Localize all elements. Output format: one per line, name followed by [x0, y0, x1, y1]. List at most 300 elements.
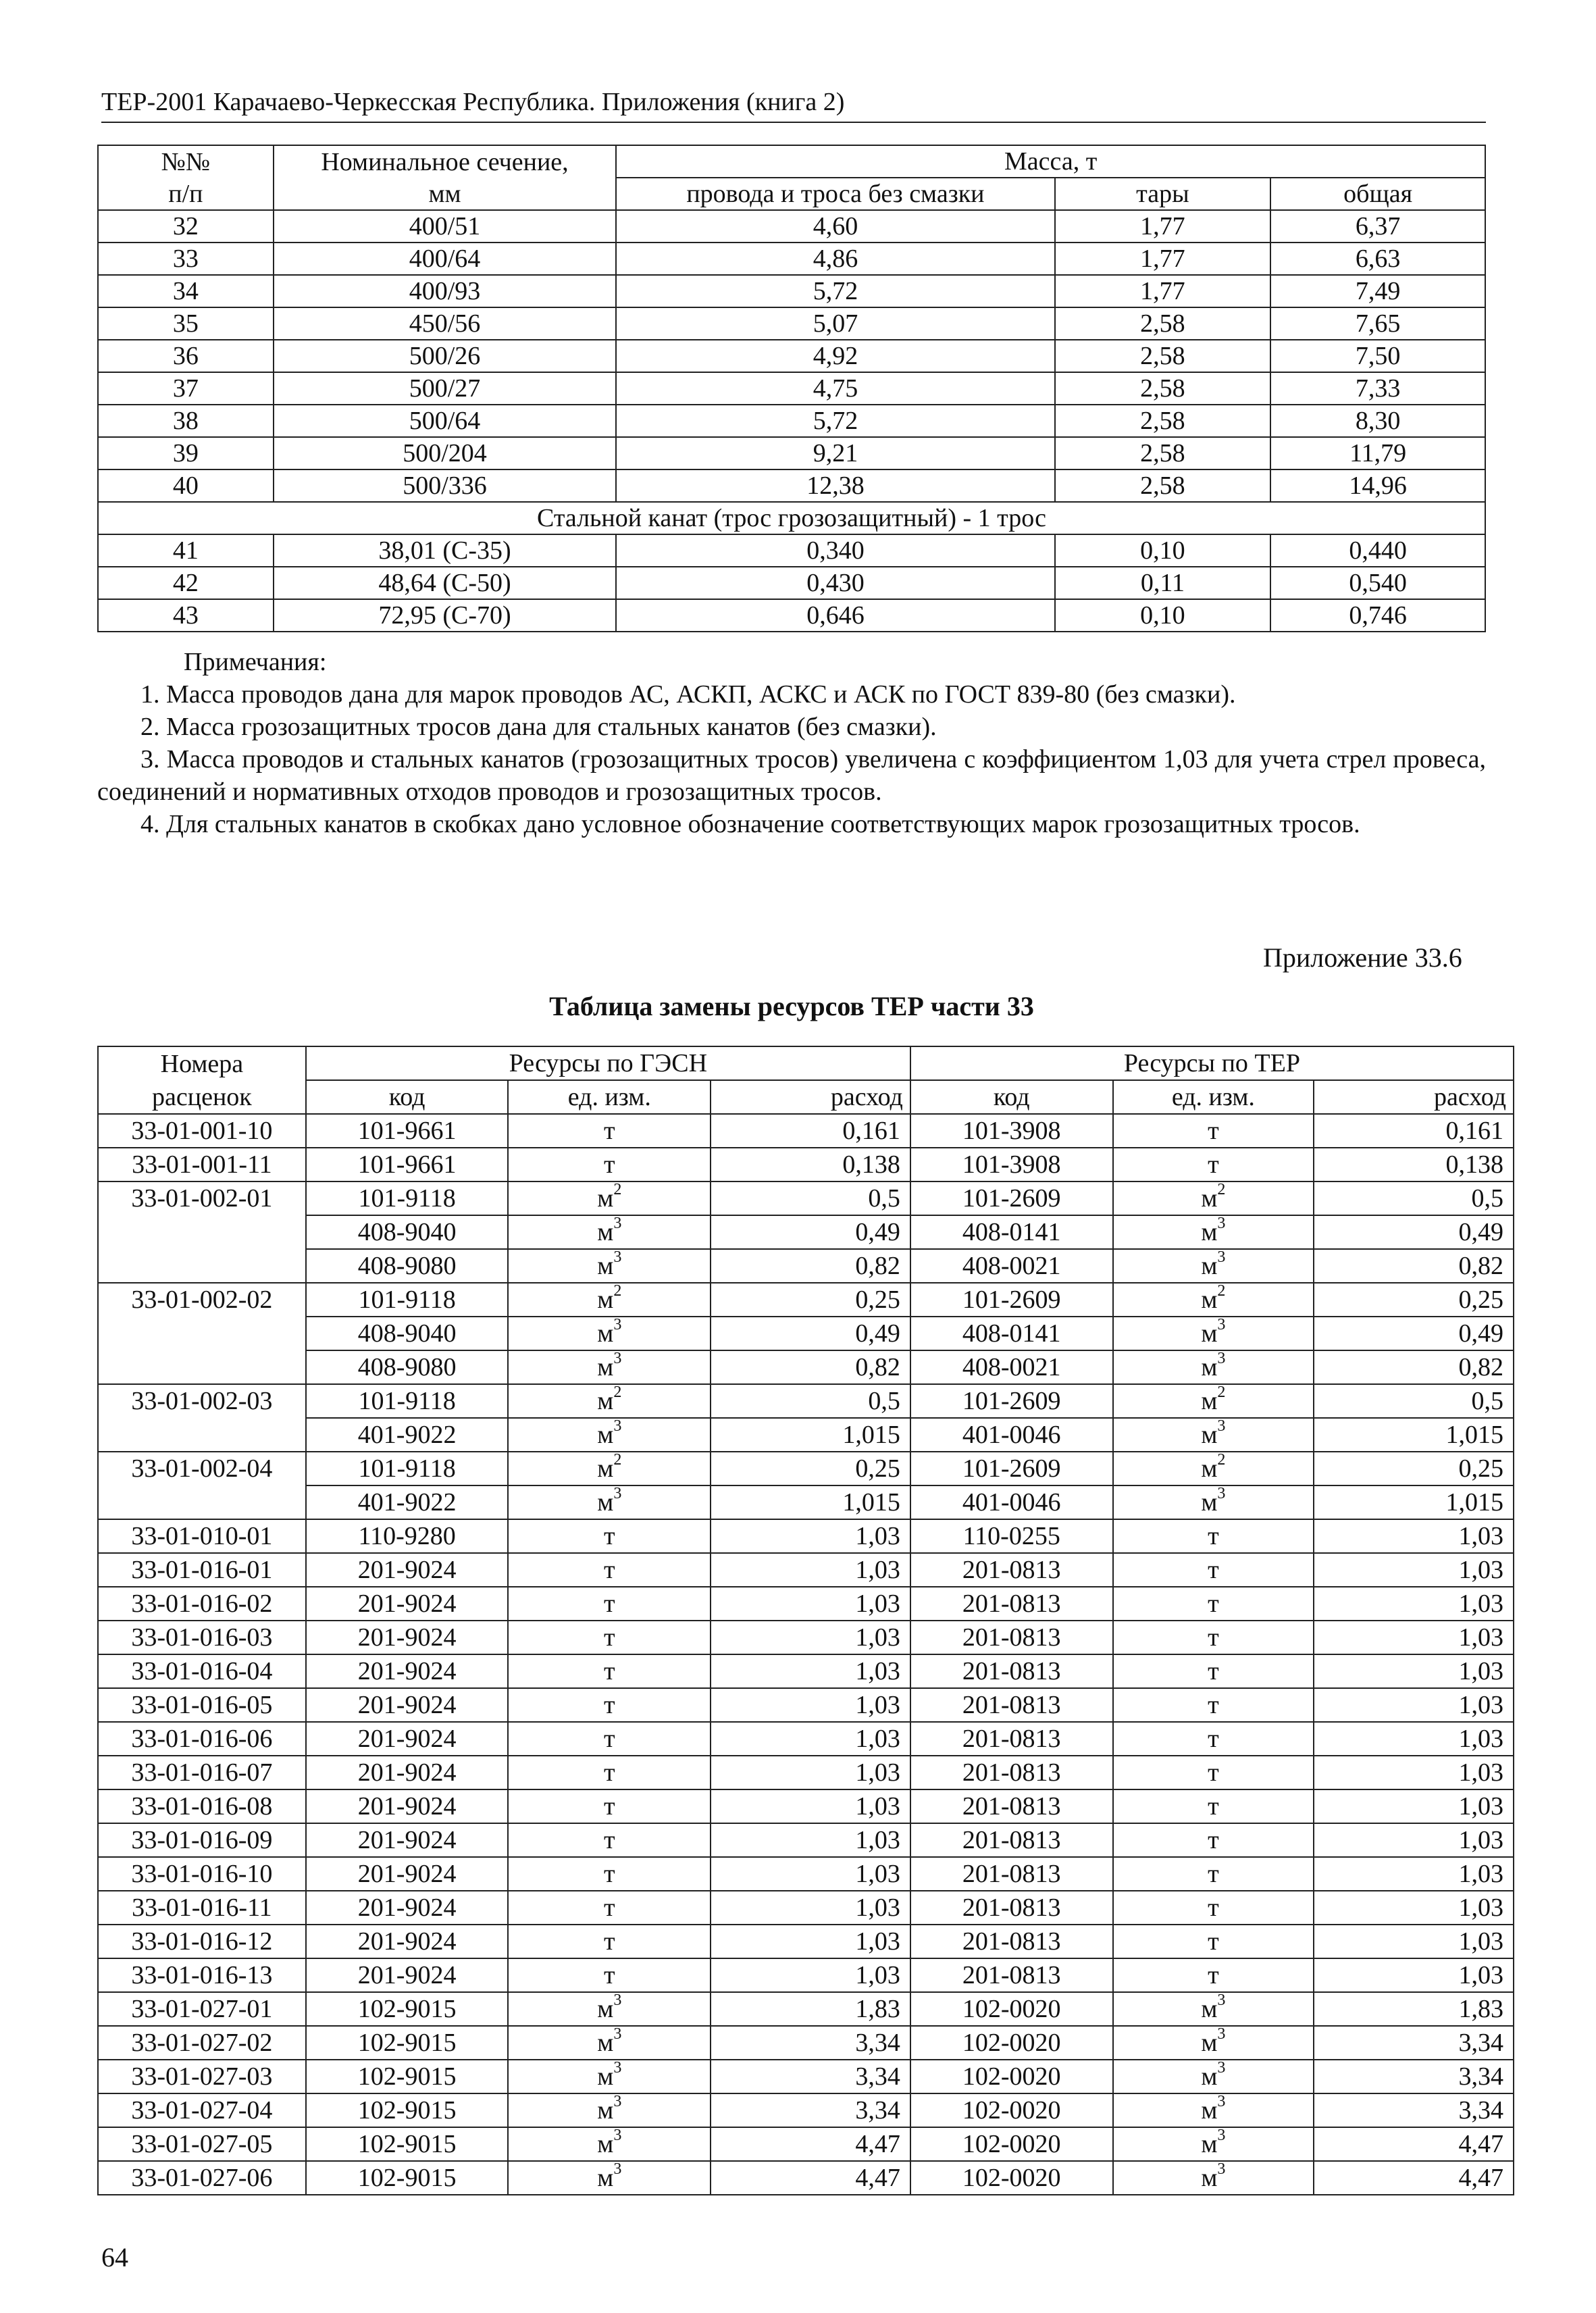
- gesn-code-cell-text: 101-9118: [358, 1184, 456, 1213]
- table-cell: 0,340: [616, 534, 1054, 567]
- rate-number-cell: 33-01-027-06: [98, 2161, 306, 2195]
- table-row: [98, 243, 1485, 275]
- ter-code-cell: [910, 1283, 1113, 1317]
- gesn-code-cell-text: 201-9024: [357, 1758, 457, 1787]
- unit-text: м: [1201, 2062, 1218, 2091]
- gesn-code-cell-text: 201-9024: [357, 1691, 457, 1719]
- header-ter-unit: ед. изм.: [1113, 1080, 1314, 1114]
- header-num: №№: [98, 145, 274, 178]
- table-cell: 4,60: [616, 210, 1054, 243]
- ter-code-cell: [910, 1317, 1113, 1350]
- ter-code-cell-text: 102-0020: [962, 1995, 1061, 2023]
- header-ter-code: код: [910, 1080, 1113, 1114]
- ter-code-cell: [910, 1452, 1113, 1485]
- table-cell: 6,37: [1270, 210, 1485, 243]
- table-cell: 7,65: [1270, 307, 1485, 340]
- gesn-amount-cell: [711, 1452, 910, 1485]
- ter-code-cell: [910, 1857, 1113, 1891]
- ter-amount-cell-text: 1,03: [1458, 1758, 1503, 1787]
- table-row: [98, 1215, 1514, 1249]
- unit-text: м: [1201, 1995, 1218, 2023]
- ter-code-cell-text: 101-2609: [962, 1454, 1061, 1483]
- ter-amount-cell-text: 3,34: [1458, 2062, 1503, 2091]
- table-cell: 8,30: [1270, 405, 1485, 437]
- ter-code-cell: [910, 2026, 1113, 2060]
- ter-code-cell-text: 102-0020: [962, 2096, 1061, 2125]
- rate-number-cell: 33-01-016-11: [98, 1891, 306, 1925]
- gesn-unit-cell: [508, 2060, 711, 2093]
- ter-code-cell-text: 201-0813: [962, 1657, 1061, 1685]
- rate-number-cell: 33-01-002-03: [98, 1384, 306, 1452]
- rate-number-cell: 33-01-016-09: [98, 1823, 306, 1857]
- unit-exponent: 3: [613, 1215, 622, 1233]
- gesn-code-cell-text: 201-9024: [357, 1961, 457, 1989]
- unit-text: м: [1201, 2029, 1218, 2057]
- unit-text: м: [597, 1286, 614, 1314]
- gesn-amount-cell: [711, 1857, 910, 1891]
- ter-amount-cell-text: 1,015: [1445, 1488, 1503, 1517]
- unit-text: т: [1208, 1961, 1219, 1989]
- rate-number-cell: 33-01-016-03: [98, 1621, 306, 1654]
- ter-amount-cell-text: 1,03: [1458, 1556, 1503, 1584]
- gesn-unit-cell: [508, 1722, 711, 1756]
- table-row: [98, 469, 1485, 502]
- unit-text: м: [597, 2062, 614, 2091]
- gesn-unit-cell: [508, 1823, 711, 1857]
- ter-unit-cell: [1113, 1215, 1314, 1249]
- table-cell: 500/27: [274, 372, 617, 405]
- header-num-sub: п/п: [98, 178, 274, 210]
- table-cell: 500/336: [274, 469, 617, 502]
- unit-exponent: 3: [1217, 2025, 1226, 2043]
- unit-text: м: [1201, 2096, 1218, 2125]
- unit-text: м: [1201, 1184, 1218, 1213]
- table-row: [98, 2026, 1514, 2060]
- gesn-amount-cell-text: 0,161: [842, 1117, 900, 1145]
- table-cell: 0,11: [1055, 567, 1271, 599]
- unit-exponent: 2: [613, 1181, 622, 1199]
- gesn-code-cell-text: 102-9015: [357, 2062, 457, 2091]
- ter-code-cell-text: 401-0046: [962, 1488, 1061, 1517]
- ter-unit-cell: [1113, 2127, 1314, 2161]
- ter-amount-cell-text: 1,03: [1458, 1522, 1503, 1550]
- ter-code-cell-text: 201-0813: [962, 1725, 1061, 1753]
- ter-amount-cell-text: 0,161: [1445, 1117, 1503, 1145]
- ter-code-cell: [910, 1485, 1113, 1519]
- rate-number-cell: 33-01-016-04: [98, 1654, 306, 1688]
- gesn-unit-cell: [508, 2127, 711, 2161]
- ter-unit-cell: [1113, 1654, 1314, 1688]
- ter-code-cell-text: 201-0813: [962, 1623, 1061, 1652]
- header-rates: Номера: [98, 1046, 306, 1080]
- ter-amount-cell: [1314, 1249, 1514, 1283]
- ter-code-cell-text: 408-0021: [962, 1353, 1061, 1381]
- notes-heading: Примечания:: [184, 648, 327, 676]
- table-cell: 41: [98, 534, 274, 567]
- ter-code-cell: [910, 1350, 1113, 1384]
- ter-amount-cell-text: 1,03: [1458, 1590, 1503, 1618]
- ter-code-cell: [910, 1654, 1113, 1688]
- gesn-code-cell: [306, 1384, 509, 1418]
- table-cell: 5,72: [616, 275, 1054, 307]
- unit-exponent: 3: [1217, 1248, 1226, 1267]
- ter-amount-cell: [1314, 1722, 1514, 1756]
- section-steel-cable: Стальной канат (трос грозозащитный) - 1 трос: [98, 502, 1485, 534]
- table-cell: 5,07: [616, 307, 1054, 340]
- table-cell: 1,77: [1055, 210, 1271, 243]
- rate-number-cell: 33-01-001-10: [98, 1114, 306, 1148]
- ter-amount-cell-text: 0,138: [1445, 1150, 1503, 1179]
- gesn-code-cell-text: 408-9040: [357, 1218, 457, 1246]
- table-row: [98, 1148, 1514, 1181]
- rate-number-cell: 33-01-016-06: [98, 1722, 306, 1756]
- table-row: [98, 2127, 1514, 2161]
- table-cell: 35: [98, 307, 274, 340]
- ter-code-cell-text: 102-0020: [962, 2164, 1061, 2192]
- table-cell: 500/204: [274, 437, 617, 469]
- gesn-code-cell: [306, 2127, 509, 2161]
- ter-amount-cell-text: 0,49: [1458, 1319, 1503, 1348]
- ter-amount-cell: [1314, 2127, 1514, 2161]
- table-row: [98, 1621, 1514, 1654]
- gesn-amount-cell-text: 1,03: [855, 1556, 900, 1584]
- table-row: [98, 567, 1485, 599]
- table-row: [98, 1925, 1514, 1958]
- rate-number-cell: 33-01-016-02: [98, 1587, 306, 1621]
- gesn-amount-cell: [711, 1215, 910, 1249]
- unit-exponent: 3: [1217, 2093, 1226, 2111]
- notes: [97, 646, 1486, 840]
- ter-amount-cell: [1314, 1181, 1514, 1215]
- ter-code-cell-text: 110-0255: [962, 1522, 1060, 1550]
- unit-exponent: 2: [613, 1282, 622, 1300]
- gesn-unit-cell: [508, 2026, 711, 2060]
- gesn-code-cell-text: 102-9015: [357, 2130, 457, 2158]
- gesn-code-cell: [306, 1215, 509, 1249]
- ter-code-cell: [910, 2127, 1113, 2161]
- ter-unit-cell: [1113, 1587, 1314, 1621]
- rate-number-cell: 33-01-016-13: [98, 1958, 306, 1992]
- gesn-amount-cell: [711, 1992, 910, 2026]
- unit-text: т: [604, 1725, 615, 1753]
- gesn-code-cell-text: 201-9024: [357, 1927, 457, 1956]
- ter-amount-cell-text: 1,03: [1458, 1860, 1503, 1888]
- ter-code-cell-text: 101-3908: [962, 1150, 1061, 1179]
- gesn-unit-cell: [508, 1958, 711, 1992]
- ter-unit-cell: [1113, 1992, 1314, 2026]
- unit-exponent: 3: [613, 2059, 622, 2077]
- unit-text: т: [604, 1893, 615, 1922]
- table-row: [98, 1891, 1514, 1925]
- table-cell: 6,63: [1270, 243, 1485, 275]
- ter-amount-cell: [1314, 1789, 1514, 1823]
- ter-code-cell: [910, 1722, 1113, 1756]
- gesn-unit-cell: [508, 1756, 711, 1789]
- ter-amount-cell-text: 0,49: [1458, 1218, 1503, 1246]
- table-row: [98, 1418, 1514, 1452]
- table-title: Таблица замены ресурсов ТЕР части 33: [549, 991, 1034, 1021]
- gesn-code-cell-text: 101-9118: [358, 1286, 456, 1314]
- unit-exponent: 3: [613, 2093, 622, 2111]
- table-row: [98, 1384, 1514, 1418]
- ter-code-cell: [910, 1688, 1113, 1722]
- rate-number-cell: 33-01-027-02: [98, 2026, 306, 2060]
- note-item: 2. Масса грозозащитных тросов дана для стальных канатов (без смазки).: [140, 713, 937, 741]
- gesn-amount-cell-text: 4,47: [855, 2130, 900, 2158]
- gesn-amount-cell: [711, 1181, 910, 1215]
- unit-text: т: [1208, 1826, 1219, 1854]
- gesn-amount-cell-text: 1,03: [855, 1860, 900, 1888]
- unit-text: м: [597, 2096, 614, 2125]
- unit-text: м: [597, 1421, 614, 1449]
- gesn-unit-cell: [508, 1249, 711, 1283]
- gesn-code-cell-text: 201-9024: [357, 1623, 457, 1652]
- table-cell: 4,75: [616, 372, 1054, 405]
- gesn-code-cell: [306, 1283, 509, 1317]
- gesn-amount-cell-text: 1,03: [855, 1691, 900, 1719]
- table-row: [98, 405, 1485, 437]
- table-row: [98, 1688, 1514, 1722]
- ter-unit-cell: [1113, 2093, 1314, 2127]
- table-row: [98, 599, 1485, 632]
- ter-code-cell: [910, 1823, 1113, 1857]
- table-row: [98, 1452, 1514, 1485]
- gesn-code-cell-text: 102-9015: [357, 2096, 457, 2125]
- ter-code-cell-text: 201-0813: [962, 1961, 1061, 1989]
- gesn-amount-cell: [711, 1958, 910, 1992]
- ter-unit-cell: [1113, 1485, 1314, 1519]
- unit-text: м: [1201, 1421, 1218, 1449]
- unit-text: м: [597, 1387, 614, 1415]
- table-row: [98, 1587, 1514, 1621]
- gesn-amount-cell: [711, 1148, 910, 1181]
- ter-code-cell-text: 102-0020: [962, 2130, 1061, 2158]
- rate-number-cell: 33-01-016-07: [98, 1756, 306, 1789]
- ter-unit-cell: [1113, 1114, 1314, 1148]
- table-cell: 0,540: [1270, 567, 1485, 599]
- ter-code-cell: [910, 1181, 1113, 1215]
- unit-exponent: 3: [1217, 2160, 1226, 2179]
- page-number: 64: [101, 2242, 128, 2272]
- unit-exponent: 3: [613, 2025, 622, 2043]
- note-item: 4. Для стальных канатов в скобках дано условное обозначение соответствующих марок грозозащитных тросов.: [140, 810, 1360, 838]
- unit-exponent: 3: [613, 1991, 622, 2010]
- table-cell: 400/93: [274, 275, 617, 307]
- gesn-code-cell-text: 401-9022: [357, 1421, 457, 1449]
- ter-code-cell: [910, 1587, 1113, 1621]
- ter-amount-cell: [1314, 1519, 1514, 1553]
- gesn-amount-cell-text: 1,015: [842, 1488, 900, 1517]
- unit-exponent: 3: [613, 1485, 622, 1503]
- ter-code-cell: [910, 1958, 1113, 1992]
- ter-code-cell-text: 201-0813: [962, 1826, 1061, 1854]
- table-row: [98, 2093, 1514, 2127]
- unit-exponent: 3: [613, 1316, 622, 1334]
- gesn-amount-cell: [711, 1789, 910, 1823]
- gesn-amount-cell-text: 4,47: [855, 2164, 900, 2192]
- gesn-unit-cell: [508, 1418, 711, 1452]
- table-cell: 5,72: [616, 405, 1054, 437]
- table-cell: 0,10: [1055, 599, 1271, 632]
- gesn-amount-cell: [711, 1756, 910, 1789]
- ter-code-cell-text: 401-0046: [962, 1421, 1061, 1449]
- gesn-code-cell: [306, 1350, 509, 1384]
- table-row: [98, 1857, 1514, 1891]
- ter-unit-cell: [1113, 1350, 1314, 1384]
- table-row: [98, 1722, 1514, 1756]
- unit-exponent: 3: [1217, 2127, 1226, 2145]
- unit-text: т: [1208, 1590, 1219, 1618]
- unit-exponent: 3: [1217, 2059, 1226, 2077]
- unit-exponent: 2: [613, 1383, 622, 1402]
- ter-amount-cell-text: 4,47: [1458, 2130, 1503, 2158]
- table-cell: 39: [98, 437, 274, 469]
- table-cell: 2,58: [1055, 307, 1271, 340]
- gesn-unit-cell: [508, 1350, 711, 1384]
- header-section-unit: мм: [274, 178, 617, 210]
- gesn-code-cell-text: 201-9024: [357, 1725, 457, 1753]
- table-cell: 450/56: [274, 307, 617, 340]
- gesn-code-cell-text: 201-9024: [357, 1826, 457, 1854]
- table-cell: 48,64 (С-50): [274, 567, 617, 599]
- gesn-code-cell: [306, 1519, 509, 1553]
- unit-exponent: 3: [1217, 1485, 1226, 1503]
- ter-unit-cell: [1113, 1857, 1314, 1891]
- table-row: [98, 1114, 1514, 1148]
- ter-unit-cell: [1113, 1181, 1314, 1215]
- rate-number-cell: 33-01-002-01: [98, 1181, 306, 1283]
- gesn-unit-cell: [508, 1992, 711, 2026]
- unit-text: т: [1208, 1657, 1219, 1685]
- appendix-label: Приложение 33.6: [1263, 942, 1462, 973]
- ter-code-cell: [910, 1992, 1113, 2026]
- unit-exponent: 3: [613, 1248, 622, 1267]
- ter-amount-cell: [1314, 1925, 1514, 1958]
- ter-amount-cell-text: 1,03: [1458, 1792, 1503, 1821]
- table-row: [98, 1789, 1514, 1823]
- gesn-amount-cell: [711, 2093, 910, 2127]
- gesn-code-cell: [306, 1452, 509, 1485]
- ter-unit-cell: [1113, 1823, 1314, 1857]
- gesn-code-cell-text: 102-9015: [357, 2029, 457, 2057]
- header-ter: Ресурсы по ТЕР: [910, 1046, 1514, 1080]
- unit-text: т: [604, 1792, 615, 1821]
- unit-text: т: [604, 1623, 615, 1652]
- ter-code-cell: [910, 2093, 1113, 2127]
- unit-exponent: 3: [1217, 1991, 1226, 2010]
- gesn-amount-cell: [711, 1317, 910, 1350]
- table-cell: 0,440: [1270, 534, 1485, 567]
- ter-amount-cell-text: 0,25: [1458, 1454, 1503, 1483]
- gesn-code-cell: [306, 1621, 509, 1654]
- gesn-code-cell: [306, 1925, 509, 1958]
- ter-amount-cell-text: 1,03: [1458, 1725, 1503, 1753]
- ter-unit-cell: [1113, 1789, 1314, 1823]
- unit-exponent: 2: [1217, 1282, 1226, 1300]
- ter-amount-cell: [1314, 1587, 1514, 1621]
- gesn-code-cell: [306, 1485, 509, 1519]
- table-cell: 36: [98, 340, 274, 372]
- gesn-amount-cell-text: 1,03: [855, 1826, 900, 1854]
- ter-unit-cell: [1113, 2060, 1314, 2093]
- ter-amount-cell: [1314, 1654, 1514, 1688]
- unit-text: м: [597, 2029, 614, 2057]
- table-cell: 2,58: [1055, 340, 1271, 372]
- unit-text: м: [1201, 2130, 1218, 2158]
- ter-unit-cell: [1113, 1317, 1314, 1350]
- ter-amount-cell: [1314, 1553, 1514, 1587]
- gesn-unit-cell: [508, 1384, 711, 1418]
- ter-unit-cell: [1113, 1148, 1314, 1181]
- gesn-code-cell-text: 201-9024: [357, 1556, 457, 1584]
- gesn-amount-cell: [711, 1587, 910, 1621]
- unit-exponent: 2: [1217, 1451, 1226, 1469]
- ter-code-cell-text: 102-0020: [962, 2029, 1061, 2057]
- gesn-amount-cell-text: 0,49: [855, 1319, 900, 1348]
- ter-code-cell-text: 201-0813: [962, 1860, 1061, 1888]
- gesn-amount-cell-text: 0,49: [855, 1218, 900, 1246]
- unit-text: м: [597, 1353, 614, 1381]
- ter-amount-cell-text: 0,5: [1471, 1387, 1503, 1415]
- gesn-code-cell: [306, 1249, 509, 1283]
- gesn-code-cell: [306, 1587, 509, 1621]
- gesn-unit-cell: [508, 2161, 711, 2195]
- unit-text: т: [604, 1826, 615, 1854]
- gesn-unit-cell: [508, 1587, 711, 1621]
- table-cell: 0,430: [616, 567, 1054, 599]
- ter-code-cell-text: 102-0020: [962, 2062, 1061, 2091]
- table-cell: 0,646: [616, 599, 1054, 632]
- unit-text: м: [1201, 1218, 1218, 1246]
- ter-code-cell-text: 408-0141: [962, 1319, 1061, 1348]
- table-row: [98, 1317, 1514, 1350]
- rate-number-cell: 33-01-027-03: [98, 2060, 306, 2093]
- header-gesn-unit: ед. изм.: [508, 1080, 711, 1114]
- ter-unit-cell: [1113, 1722, 1314, 1756]
- ter-amount-cell-text: 1,03: [1458, 1691, 1503, 1719]
- ter-amount-cell: [1314, 1756, 1514, 1789]
- rate-number-cell: 33-01-016-12: [98, 1925, 306, 1958]
- gesn-unit-cell: [508, 1553, 711, 1587]
- table-cell: 43: [98, 599, 274, 632]
- table-cell: 9,21: [616, 437, 1054, 469]
- gesn-amount-cell-text: 1,03: [855, 1623, 900, 1652]
- gesn-code-cell: [306, 1553, 509, 1587]
- table-row: [98, 437, 1485, 469]
- ter-amount-cell-text: 1,015: [1445, 1421, 1503, 1449]
- unit-text: м: [597, 2164, 614, 2192]
- ter-amount-cell: [1314, 1891, 1514, 1925]
- gesn-amount-cell: [711, 1350, 910, 1384]
- ter-amount-cell: [1314, 1215, 1514, 1249]
- table-row: [98, 372, 1485, 405]
- gesn-amount-cell: [711, 1621, 910, 1654]
- gesn-code-cell: [306, 1891, 509, 1925]
- table-row: [98, 210, 1485, 243]
- ter-code-cell-text: 201-0813: [962, 1792, 1061, 1821]
- unit-text: т: [1208, 1725, 1219, 1753]
- rate-number-cell: 33-01-027-05: [98, 2127, 306, 2161]
- unit-exponent: 3: [1217, 1350, 1226, 1368]
- rate-number-cell: 33-01-016-10: [98, 1857, 306, 1891]
- gesn-amount-cell: [711, 1418, 910, 1452]
- gesn-unit-cell: [508, 1148, 711, 1181]
- table-row: [98, 1823, 1514, 1857]
- gesn-code-cell-text: 201-9024: [357, 1792, 457, 1821]
- gesn-amount-cell: [711, 2127, 910, 2161]
- table-cell: 0,746: [1270, 599, 1485, 632]
- table-row: [98, 307, 1485, 340]
